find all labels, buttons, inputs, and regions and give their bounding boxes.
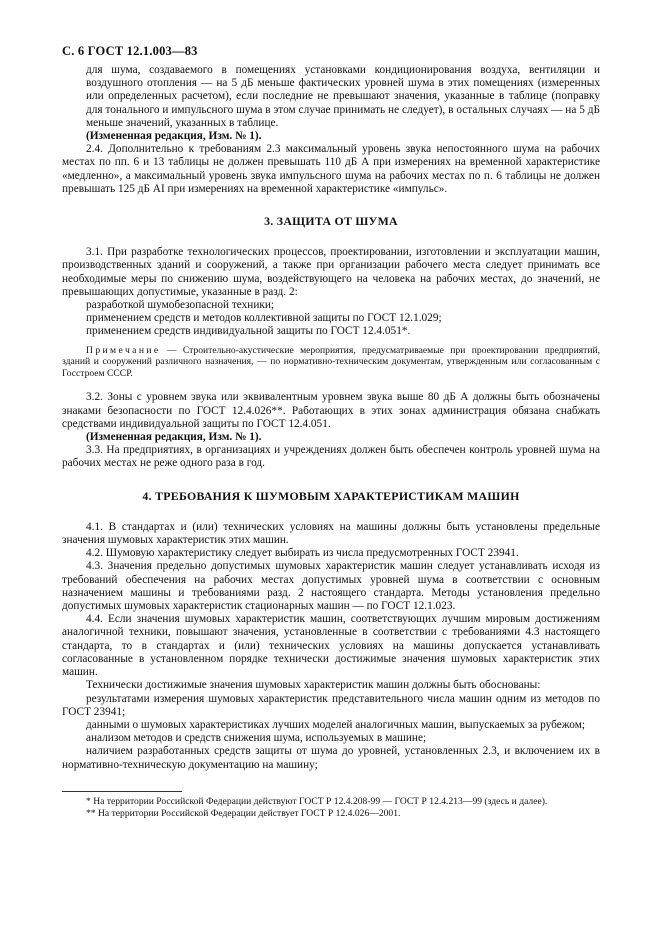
note-label: Примечание xyxy=(86,344,161,356)
intro-paragraph: для шума, создаваемого в помещениях установками кондиционирования воздуха, вентиляции и воздушного отопления — на 5 дБ меньше фактических уровней шума в этих помещениях (измеренных или определенных расчетом), если последние не превышают значения, указанные в таблице (поправку для тонального и импульсного шума в этом случае принимать не следует), в остальных случаях — на 5 дБ меньше значений, указанных в таблице. xyxy=(86,64,600,129)
section-3-title: 3. ЗАЩИТА ОТ ШУМА xyxy=(264,214,398,229)
note-text: — Строительно-акустические мероприятия, предусматриваемые при проектировании предприятий, зданий и сооружений различного назначения, — по нормативно-техническим документам, утвержденным или согласованным с Госстроем СССР. xyxy=(62,344,600,379)
list-item: результатами измерения шумовых характеристик представительного числа машин одним из методов по ГОСТ 23941; xyxy=(62,692,600,718)
amendment-note: (Измененная редакция, Изм. № 1). xyxy=(86,130,262,143)
footnote: * На территории Российской Федерации действуют ГОСТ Р 12.4.208-99 — ГОСТ Р 12.4.213—99 (здесь и далее). xyxy=(86,796,548,807)
clause-3-1: 3.1. При разработке технологических процессов, проектировании, изготовлении и эксплуатации машин, производственных зданий и сооружений, а также при организации рабочего места следует принимать все необходимые меры по снижению шума, воздействующего на человека на рабочих местах, до значений, не превышающих допустимые, указанные в разд. 2: xyxy=(62,246,600,298)
list-item: применением средств индивидуальной защиты по ГОСТ 12.4.051*. xyxy=(86,325,411,338)
page-header: С. 6 ГОСТ 12.1.003—83 xyxy=(62,44,198,58)
clause-4-2: 4.2. Шумовую характеристику следует выбирать из числа предусмотренных ГОСТ 23941. xyxy=(86,547,519,560)
list-item: данными о шумовых характеристиках лучших моделей аналогичных машин, выпускаемых за рубежом; xyxy=(86,718,586,731)
clause-4-3: 4.3. Значения предельно допустимых шумовых характеристик машин следует устанавливать исходя из требований обеспечения на рабочих местах допустимых уровней шума в соответствии с основным назначением машины и требованиями разд. 2 настоящего стандарта. Методы установления предельно допустимых шумовых характеристик стационарных машин — по ГОСТ 12.1.023. xyxy=(62,560,600,613)
section-4-title: 4. ТРЕБОВАНИЯ К ШУМОВЫМ ХАРАКТЕРИСТИКАМ МАШИН xyxy=(142,488,520,503)
clause-4-1: 4.1. В стандартах и (или) технических условиях на машины должны быть установлены предельные значения шумовых характеристик этих машин. xyxy=(62,520,600,547)
clause-4-4: 4.4. Если значения шумовых характеристик машин, соответствующих лучшим мировым достижениям аналогичной техники, повышают значения, установленные в соответствии с требованиями 4.3 настоящего стандарта, то в стандартах и (или) технических условиях на машины допускается устанавливать согласованные в установленном порядке технически достижимые значения шумовых характеристик этих машин. xyxy=(62,613,600,679)
clause-3-3: 3.3. На предприятиях, в организациях и учреждениях должен быть обеспечен контроль уровней шума на рабочих местах не реже одного раза в год. xyxy=(62,444,600,470)
list-item: анализом методов и средств снижения шума, используемых в машине; xyxy=(86,732,427,745)
amendment-note: (Измененная редакция, Изм. № 1). xyxy=(86,431,262,444)
list-item: разработкой шумобезопасной техники; xyxy=(86,299,275,312)
footnote-divider xyxy=(62,791,182,792)
clause-3-2: 3.2. Зоны с уровнем звука или эквивалентным уровнем звука выше 80 дБ А должны быть обозначены знаками безопасности по ГОСТ 12.4.026**. Работающих в этих зонах администрация обязана снабжать средствами индивидуальной защиты по ГОСТ 12.4.051. xyxy=(62,391,600,430)
document-body xyxy=(62,64,600,772)
clause-2-4: 2.4. Дополнительно к требованиям 2.3 максимальный уровень звука непостоянного шума на рабочих местах по пп. 6 и 13 таблицы не должен превышать 110 дБ А при измерениях на временной характеристике «медленно», а максимальный уровень звука импульсного шума на рабочих местах по п. 6 таблицы не должен превышать 125 дБ AI при измерениях на временной характеристике «импульс». xyxy=(62,143,600,195)
list-item: наличием разработанных средств защиты от шума до уровней, установленных 2.3, и включением их в нормативно-техническую документацию на машину; xyxy=(62,745,600,771)
clause-4-4-intro: Технически достижимые значения шумовых характеристик машин должны быть обоснованы: xyxy=(86,679,541,692)
footnote: ** На территории Российской Федерации действует ГОСТ Р 12.4.026—2001. xyxy=(86,808,401,819)
list-item: применением средств и методов коллективной защиты по ГОСТ 12.1.029; xyxy=(86,312,442,325)
note xyxy=(62,345,600,380)
